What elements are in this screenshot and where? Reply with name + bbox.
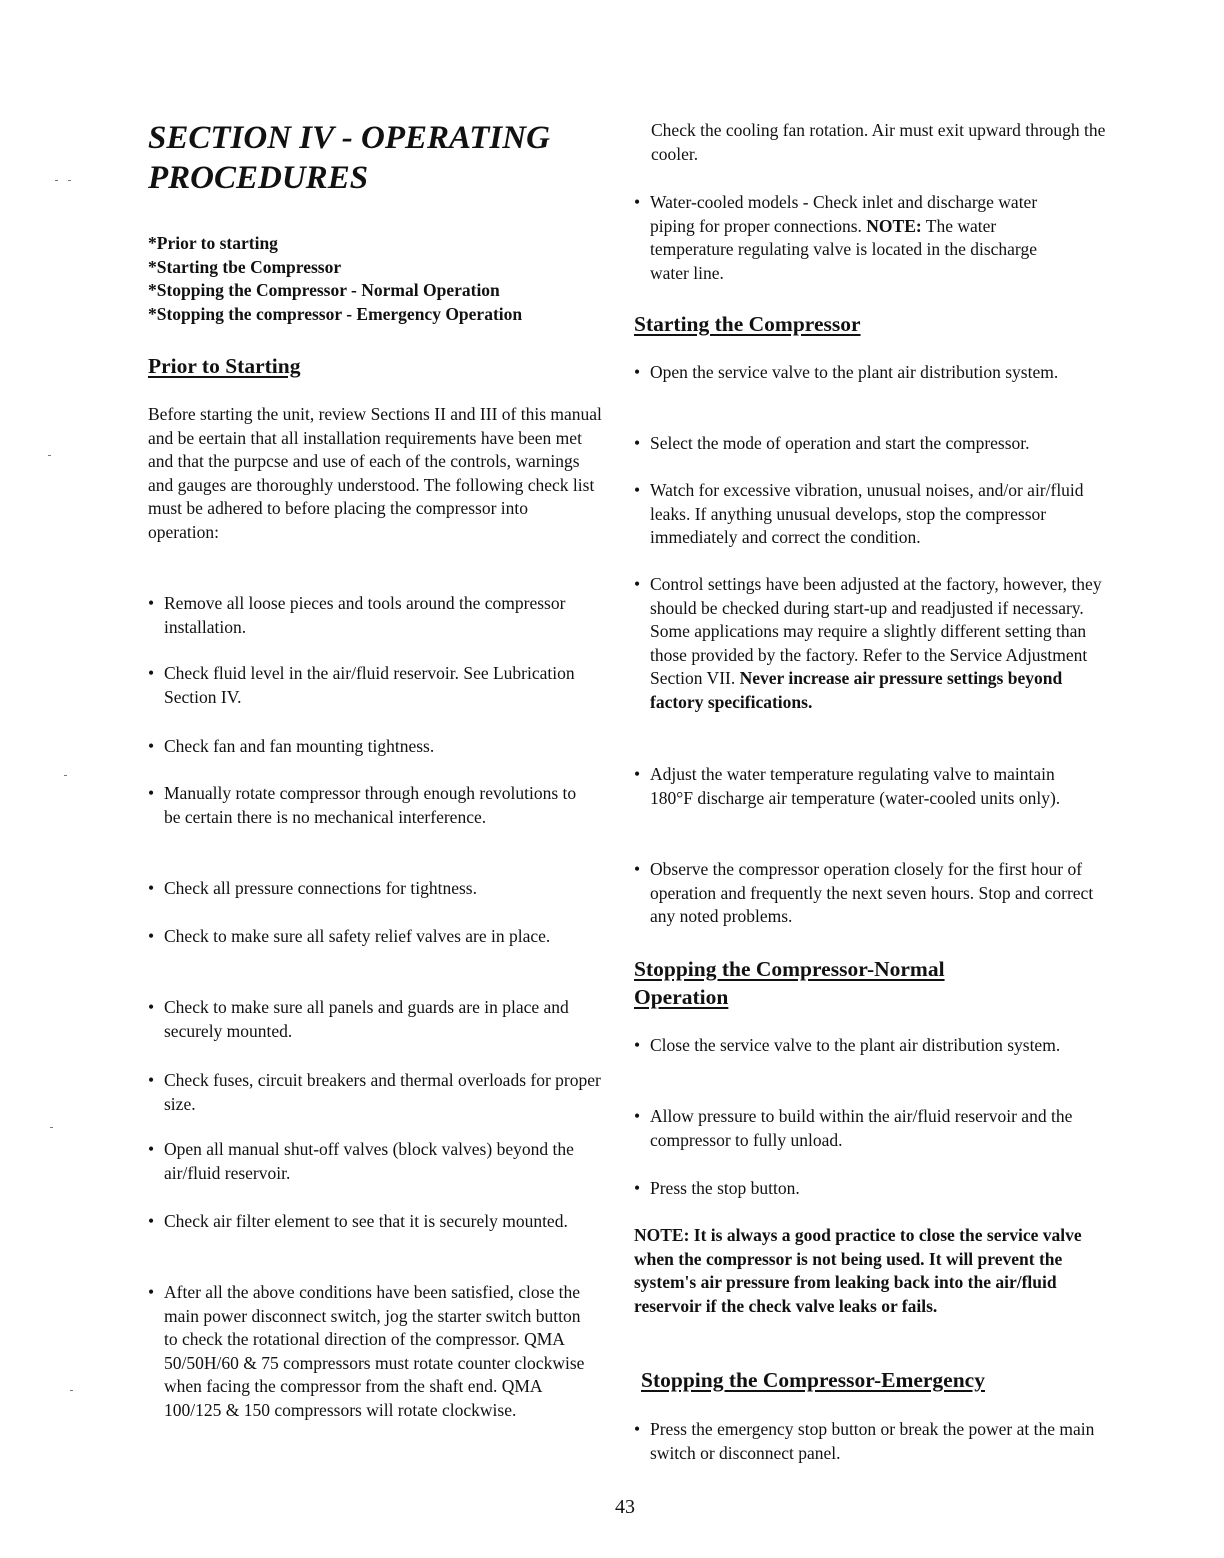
bullet-icon: • (148, 736, 155, 756)
prior-intro-paragraph: Before starting the unit, review Sections II and III of this manual and be eertain that all installation requirements have been met and that the purpcse and use of each of the controls, warnings and gauges are thoroughly understood. The following check list must be adhered to before placing the compressor into operation: (148, 404, 602, 542)
page-number: 43 (615, 1496, 635, 1518)
bullet-icon: • (634, 1035, 641, 1055)
scan-speck (48, 455, 51, 456)
list-item-text: Allow pressure to build within the air/fluid reservoir and the compressor to fully unload. (650, 1106, 1073, 1150)
list-item (634, 1034, 1084, 1058)
water-note-text: The water temperature regulating valve is located in the discharge water line. (650, 215, 1037, 283)
list-item (634, 361, 1084, 385)
list-item-text: Adjust the water temperature regulating valve to maintain 180°F discharge air temperature (water-cooled units only). (650, 764, 1061, 808)
list-item (148, 782, 578, 829)
control-settings-text: Control settings have been adjusted at the factory, however, they should be checked during start-up and readjusted if necessary. Some applications may require a slightly different setting than those provided by the factory. Refer to the Service Adjustment Section VII. (650, 574, 1102, 688)
scan-speck (68, 180, 71, 181)
list-item (634, 479, 1104, 550)
list-item-text: After all the above conditions have been satisfied, close the main power disconnect switch, jog the starter switch button to check the rotational direction of the compressor. QMA 50/50H/60 & 75 compressors must rotate counter clockwise when facing the compressor from the shaft end. QMA 100/125 & 150 compressors will rotate clockwise. (164, 1282, 585, 1420)
fan-check-paragraph: Check the cooling fan rotation. Air must exit upward through the cooler. (651, 120, 1106, 164)
bullet-icon: • (634, 1106, 641, 1126)
heading-prior-to-starting: Prior to Starting (148, 354, 301, 378)
scan-speck (64, 775, 67, 776)
list-item (634, 1177, 1094, 1201)
list-item-text: Press the stop button. (650, 1178, 800, 1198)
list-item (148, 662, 578, 709)
list-item-text (634, 191, 1074, 285)
bullet-icon: • (634, 574, 641, 594)
bullet-icon: • (148, 1211, 155, 1231)
list-item-text: Check fuses, circuit breakers and thermal overloads for proper size. (164, 1070, 601, 1114)
bullet-icon: • (148, 1070, 155, 1090)
list-item-text: Select the mode of operation and start the compressor. (650, 433, 1030, 453)
list-item-text: Check to make sure all panels and guards are in place and securely mounted. (164, 997, 569, 1041)
control-warning-text: Never increase air pressure settings beyond factory specifications. (650, 668, 1063, 712)
section-title: SECTION IV - OPERATING PROCEDURES (148, 120, 550, 196)
list-item (148, 1069, 608, 1116)
list-item-text: Manually rotate compressor through enough revolutions to be certain there is no mechanical interference. (164, 783, 577, 827)
list-item (634, 432, 1114, 456)
list-item-text: Check all pressure connections for tightness. (164, 878, 477, 898)
list-item-text: Check to make sure all safety relief valves are in place. (164, 926, 551, 946)
list-item (148, 735, 578, 759)
list-item (634, 1105, 1094, 1152)
list-item (148, 592, 578, 639)
bullet-icon: • (634, 1419, 641, 1439)
heading-starting-the-compressor: Starting the Compressor (634, 312, 861, 336)
contents-item: *Stopping the Compressor - Normal Operation (148, 280, 500, 300)
contents-list (148, 232, 618, 326)
bullet-icon: • (148, 593, 155, 613)
bullet-icon: • (148, 926, 155, 946)
list-item-text: Check air filter element to see that it is securely mounted. (164, 1211, 568, 1231)
bullet-icon: • (634, 433, 641, 453)
scan-speck (70, 1390, 73, 1391)
bullet-icon: • (634, 362, 641, 382)
list-item-text: Open all manual shut-off valves (block valves) beyond the air/fluid reservoir. (164, 1139, 574, 1183)
heading-stopping-emergency: Stopping the Compressor-Emergency (641, 1368, 985, 1392)
list-item (148, 877, 578, 901)
list-item-text: Observe the compressor operation closely for the first hour of operation and frequently the next seven hours. Stop and correct any noted problems. (650, 859, 1094, 926)
list-item (634, 1418, 1104, 1465)
list-item-text: Check fan and fan mounting tightness. (164, 736, 435, 756)
list-item (634, 573, 1104, 714)
bullet-icon: • (148, 878, 155, 898)
bullet-icon: • (634, 192, 641, 212)
scan-speck (50, 1127, 53, 1128)
list-item-text: Check fluid level in the air/fluid reservoir. See Lubrication Section IV. (164, 663, 575, 707)
contents-item: *Starting tbe Compressor (148, 256, 342, 277)
list-item-text (634, 573, 1104, 714)
list-item (148, 996, 578, 1043)
heading-stopping-normal (634, 955, 1104, 1011)
list-item-text: Remove all loose pieces and tools around the compressor installation. (164, 593, 566, 637)
bullet-icon: • (148, 1139, 155, 1159)
note-paragraph: NOTE: It is always a good practice to close the service valve when the compressor is not being used. It will prevent the system's air pressure from leaking back into the air/fluid reservoir if the check valve leaks or fails. (634, 1225, 1082, 1316)
list-item (634, 858, 1104, 929)
list-item-text: Close the service valve to the plant air distribution system. (650, 1035, 1061, 1055)
list-item (148, 1281, 588, 1422)
bullet-icon: • (634, 859, 641, 879)
bullet-icon: • (148, 997, 155, 1017)
contents-item: *Prior to starting (148, 233, 278, 253)
heading-line: Operation (634, 985, 729, 1009)
list-item-text: Open the service valve to the plant air distribution system. (650, 362, 1059, 382)
list-item (148, 925, 578, 949)
bullet-icon: • (634, 480, 641, 500)
note-label: NOTE: (866, 215, 922, 236)
list-item-text: Press the emergency stop button or break the power at the main switch or disconnect panel. (650, 1419, 1095, 1463)
scan-speck (55, 180, 58, 181)
list-item (634, 763, 1074, 810)
bullet-icon: • (148, 783, 155, 803)
water-cooled-text: Water-cooled models - Check inlet and discharge water piping for proper connections. (650, 192, 1038, 236)
list-item (148, 1210, 578, 1234)
contents-item: *Stopping the compressor - Emergency Operation (148, 303, 523, 324)
list-item (148, 1138, 618, 1185)
bullet-icon: • (634, 764, 641, 784)
bullet-icon: • (148, 663, 155, 683)
heading-line: Stopping the Compressor-Normal (634, 957, 945, 981)
list-item (634, 191, 1074, 285)
list-item-text: Watch for excessive vibration, unusual noises, and/or air/fluid leaks. If anything unusual develops, stop the compressor immediately and correct the condition. (650, 480, 1084, 547)
bullet-icon: • (148, 1282, 155, 1302)
bullet-icon: • (634, 1178, 641, 1198)
